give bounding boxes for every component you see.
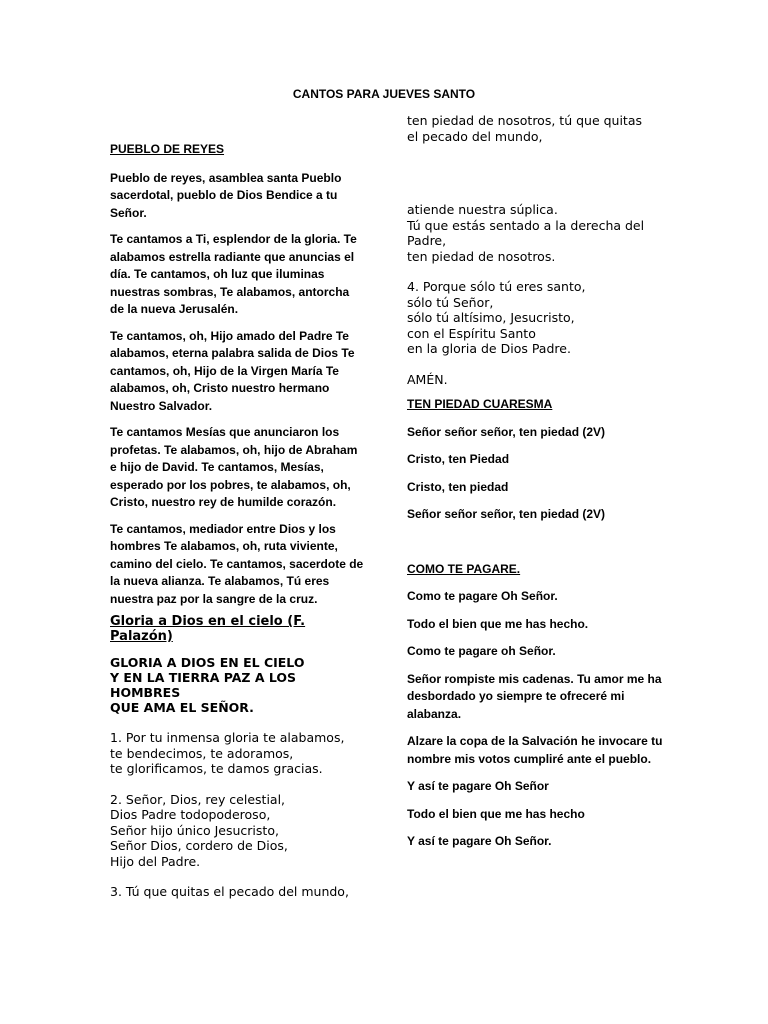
verse-4: 4. Porque sólo tú eres santo, sólo tú Señor, sólo tú altísimo, Jesucristo, con el Espíritu Santo en la gloria de Dios Padre.: [407, 279, 586, 356]
paragraph: Alzare la copa de la Salvación he invocare tu nombre mis votos cumpliré ante el pueblo.: [407, 734, 663, 766]
verse-2: 2. Señor, Dios, rey celestial, Dios Padre todopoderoso, Señor hijo único Jesucristo, Señor Dios, cordero de Dios, Hijo del Padre.: [110, 791, 288, 869]
heading-pueblo-de-reyes: PUEBLO DE REYES: [110, 142, 225, 156]
paragraph: Te cantamos, oh, Hijo amado del Padre Te alabamos, eterna palabra salida de Dios Te cantamos, oh, Hijo de la Virgen María Te alabamos, oh, Cristo nuestro hermano Nuestro Salvador.: [110, 328, 355, 413]
verse-3-continued: ten piedad de nosotros, tú que quitas el pecado del mundo,: [407, 113, 643, 144]
left-column: [110, 141, 365, 900]
list-item: Y así te pagare Oh Señor: [407, 779, 549, 793]
list-item: Señor señor señor, ten piedad (2V): [407, 507, 606, 521]
verse-1: 1. Por tu inmensa gloria te alabamos, te bendecimos, te adoramos, te glorificamos, te damos gracias.: [110, 730, 345, 776]
list-item: Como te pagare oh Señor.: [407, 644, 556, 658]
list-item: Cristo, ten Piedad: [407, 452, 510, 466]
right-column: [407, 113, 667, 851]
paragraph: Te cantamos a Ti, esplendor de la gloria. Te alabamos estrella radiante que anuncias el día. Te cantamos, oh luz que iluminas nuestras sombras, Te alabamos, antorcha de la nueva Jerusalén.: [110, 232, 357, 316]
paragraph: Te cantamos Mesías que anunciaron los profetas. Te alabamos, oh, hijo de Abraham e hijo de David. Te cantamos, Mesías, esperado por los pobres, te alabamos, oh, Cristo, nuestro rey de humilde corazón.: [110, 425, 358, 509]
verse-3: 3. Tú que quitas el pecado del mundo,: [110, 884, 349, 899]
list-item: Cristo, ten piedad: [407, 479, 509, 494]
list-item: Como te pagare Oh Señor.: [407, 589, 558, 603]
verse-3-continued-2: atiende nuestra súplica. Tú que estás sentado a la derecha del Padre, ten piedad de nosotros.: [407, 202, 645, 264]
document-title: CANTOS PARA JUEVES SANTO: [292, 87, 476, 101]
paragraph: Pueblo de reyes, asamblea santa Pueblo sacerdotal, pueblo de Dios Bendice a tu Señor.: [110, 170, 342, 220]
paragraph: Te cantamos, mediador entre Dios y los hombres Te alabamos, oh, ruta viviente, camino del cielo. Te cantamos, sacerdote de la nueva alianza. Te alabamos, Tú eres nuestra paz por la sangre de la cruz.: [110, 521, 364, 606]
list-item: Todo el bien que me has hecho: [407, 806, 585, 821]
paragraph: Señor rompiste mis cadenas. Tu amor me ha desbordado yo siempre te ofreceré mi alabanza.: [407, 671, 662, 721]
gloria-refrain: GLORIA A DIOS EN EL CIELO Y EN LA TIERRA PAZ A LOS HOMBRES QUE AMA EL SEÑOR.: [110, 655, 305, 715]
list-item: Señor señor señor, ten piedad (2V): [407, 424, 606, 439]
list-item: Y así te pagare Oh Señor.: [407, 834, 552, 848]
heading-como-te-pagare: COMO TE PAGARE.: [407, 561, 521, 576]
heading-ten-piedad: TEN PIEDAD CUARESMA: [407, 397, 553, 411]
amen: AMÉN.: [407, 371, 448, 387]
heading-gloria: Gloria a Dios en el cielo (F. Palazón): [110, 614, 306, 644]
list-item: Todo el bien que me has hecho.: [407, 616, 589, 631]
